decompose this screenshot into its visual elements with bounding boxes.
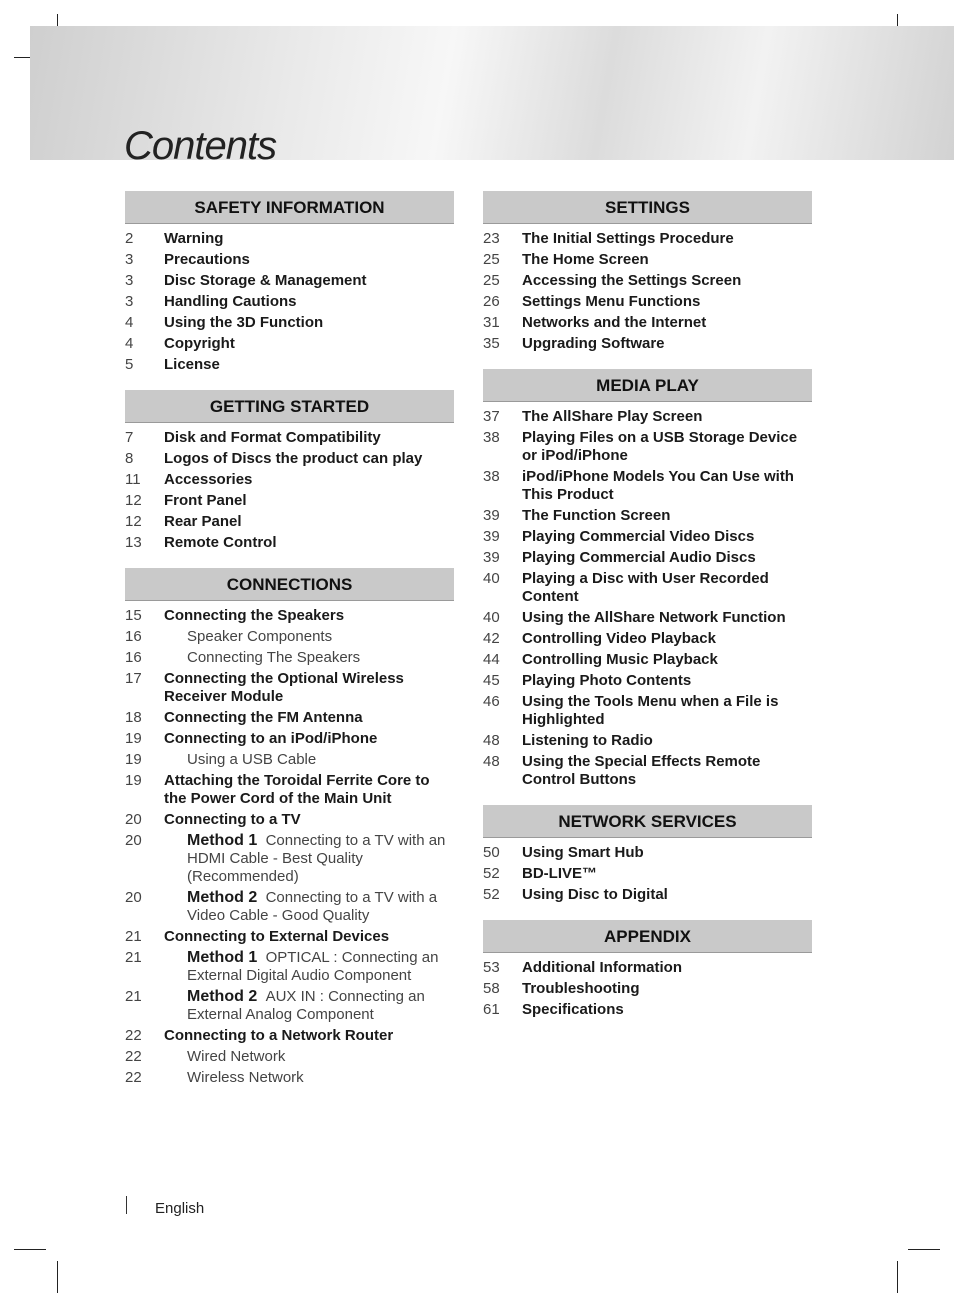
page-number: 39 — [483, 528, 500, 545]
page-number: 16 — [125, 628, 142, 645]
entry-label: Playing a Disc with User Recorded Content — [522, 570, 769, 605]
page-number: 20 — [125, 889, 142, 906]
toc-entry[interactable] — [125, 429, 454, 447]
toc-entry[interactable] — [125, 272, 454, 290]
crop-mark — [897, 1261, 898, 1293]
toc-entry[interactable] — [483, 1001, 812, 1019]
page-number: 44 — [483, 651, 500, 668]
entry-label: Connecting The Speakers — [187, 649, 361, 666]
section-appendix — [483, 920, 812, 1019]
toc-entry[interactable] — [125, 356, 454, 374]
section-media-play — [483, 369, 812, 789]
page-number: 38 — [483, 429, 500, 446]
entry-label: Connecting to a TV with an HDMI Cable - Best Quality (Recommended) — [187, 832, 446, 885]
section-header: SAFETY INFORMATION — [125, 191, 454, 224]
toc-subentry[interactable] — [125, 988, 454, 1024]
crop-mark — [14, 1249, 46, 1250]
toc-entry[interactable] — [483, 844, 812, 862]
page-number: 31 — [483, 314, 500, 331]
entry-label: Playing Commercial Video Discs — [522, 528, 755, 545]
page-number: 4 — [125, 335, 134, 352]
crop-mark — [57, 1261, 58, 1293]
page-number: 15 — [125, 607, 142, 624]
section-items — [125, 423, 454, 552]
entry-label: Precautions — [164, 251, 250, 268]
entry-label: Playing Commercial Audio Discs — [522, 549, 756, 566]
toc-entry[interactable] — [483, 314, 812, 332]
page-title: Contents — [124, 124, 277, 168]
entry-label: Networks and the Internet — [522, 314, 707, 331]
page-number: 26 — [483, 293, 500, 310]
section-header: NETWORK SERVICES — [483, 805, 812, 838]
entry-label: Using the Special Effects Remote Control Buttons — [522, 753, 761, 788]
section-header: MEDIA PLAY — [483, 369, 812, 402]
entry-label: Logos of Discs the product can play — [164, 450, 423, 467]
toc-entry[interactable] — [483, 251, 812, 269]
section-header: APPENDIX — [483, 920, 812, 953]
entry-label: Connecting the FM Antenna — [164, 709, 363, 726]
entry-label: Accessories — [164, 471, 253, 488]
toc-entry[interactable] — [483, 335, 812, 353]
page-number: 18 — [125, 709, 142, 726]
toc-subentry[interactable] — [125, 889, 454, 925]
entry-label: Using the AllShare Network Function — [522, 609, 786, 626]
page-number: 38 — [483, 468, 500, 485]
toc-entry[interactable] — [483, 753, 812, 789]
contents-column-right — [483, 191, 812, 1035]
toc-entry[interactable] — [483, 672, 812, 690]
entry-label: Copyright — [164, 335, 235, 352]
entry-label: Additional Information — [522, 959, 682, 976]
toc-entry[interactable] — [125, 670, 454, 706]
entry-label: Front Panel — [164, 492, 247, 509]
toc-entry[interactable] — [483, 693, 812, 729]
toc-entry[interactable] — [125, 251, 454, 269]
page-number: 2 — [125, 230, 134, 247]
toc-entry[interactable] — [483, 468, 812, 504]
page-number: 19 — [125, 751, 142, 768]
entry-label: Playing Files on a USB Storage Device or iPod/iPhone — [522, 429, 798, 464]
page-number: 42 — [483, 630, 500, 647]
entry-label: Disk and Format Compatibility — [164, 429, 381, 446]
toc-entry[interactable] — [125, 335, 454, 353]
page-number: 46 — [483, 693, 500, 710]
toc-entry[interactable] — [125, 450, 454, 468]
entry-label: Wired Network — [187, 1048, 286, 1065]
section-connections — [125, 568, 454, 1087]
page-number: 13 — [125, 534, 142, 551]
toc-entry[interactable] — [483, 609, 812, 627]
entry-label: License — [164, 356, 220, 373]
entry-label: Connecting the Optional Wireless Receiver Module — [164, 670, 404, 705]
page-number: 21 — [125, 928, 142, 945]
method-label: Method 1 — [187, 832, 258, 849]
toc-entry[interactable] — [483, 980, 812, 998]
page-number: 16 — [125, 649, 142, 666]
toc-entry[interactable] — [125, 730, 454, 748]
toc-entry[interactable] — [125, 709, 454, 727]
toc-entry[interactable] — [125, 534, 454, 552]
toc-entry[interactable] — [483, 429, 812, 465]
method-label: Method 2 — [187, 889, 258, 906]
page-number: 37 — [483, 408, 500, 425]
page-number: 12 — [125, 513, 142, 530]
page-number: 3 — [125, 293, 134, 310]
page-number: 4 — [125, 314, 134, 331]
toc-entry[interactable] — [125, 607, 454, 625]
entry-label: Attaching the Toroidal Ferrite Core to the Power Cord of the Main Unit — [164, 772, 430, 807]
section-items — [483, 838, 812, 904]
entry-label: Using Smart Hub — [522, 844, 644, 861]
toc-entry[interactable] — [483, 272, 812, 290]
page-number: 25 — [483, 251, 500, 268]
section-settings — [483, 191, 812, 353]
page-number: 8 — [125, 450, 134, 467]
toc-entry[interactable] — [483, 408, 812, 426]
page-number: 19 — [125, 730, 142, 747]
section-getting-started — [125, 390, 454, 552]
page-number: 17 — [125, 670, 142, 687]
toc-entry[interactable] — [483, 886, 812, 904]
toc-entry[interactable] — [125, 471, 454, 489]
page-number: 52 — [483, 865, 500, 882]
method-label: Method 2 — [187, 988, 258, 1005]
toc-entry[interactable] — [483, 570, 812, 606]
entry-label: The Initial Settings Procedure — [522, 230, 734, 247]
toc-entry[interactable] — [125, 772, 454, 808]
toc-entry[interactable] — [483, 528, 812, 546]
toc-subentry[interactable] — [125, 1048, 454, 1066]
section-items — [125, 224, 454, 374]
footer-language: English — [155, 1200, 205, 1217]
toc-entry[interactable] — [483, 959, 812, 977]
toc-entry[interactable] — [483, 549, 812, 567]
entry-label: Speaker Components — [187, 628, 333, 645]
toc-subentry[interactable] — [125, 832, 454, 886]
entry-label: Wireless Network — [187, 1069, 304, 1086]
page-number: 53 — [483, 959, 500, 976]
page-number: 39 — [483, 549, 500, 566]
entry-label: Using Disc to Digital — [522, 886, 668, 903]
crop-mark — [908, 1249, 940, 1250]
entry-label: Connecting to a TV — [164, 811, 301, 828]
contents-column-left — [125, 191, 454, 1103]
entry-label: Handling Cautions — [164, 293, 297, 310]
entry-label: Troubleshooting — [522, 980, 640, 997]
toc-subentry[interactable] — [125, 949, 454, 985]
page-number: 39 — [483, 507, 500, 524]
page-number: 58 — [483, 980, 500, 997]
entry-label: Connecting to a Network Router — [164, 1027, 394, 1044]
toc-entry[interactable] — [483, 230, 812, 248]
entry-label: OPTICAL : Connecting an External Digital Audio Component — [187, 949, 439, 984]
entry-label: The Home Screen — [522, 251, 649, 268]
page-number: 21 — [125, 988, 142, 1005]
entry-label: iPod/iPhone Models You Can Use with This Product — [522, 468, 794, 503]
page-number: 48 — [483, 753, 500, 770]
entry-label: Using a USB Cable — [187, 751, 317, 768]
section-header: GETTING STARTED — [125, 390, 454, 423]
toc-entry[interactable] — [125, 513, 454, 531]
entry-label: Using the 3D Function — [164, 314, 324, 331]
page-number: 20 — [125, 811, 142, 828]
page-number: 45 — [483, 672, 500, 689]
page-number: 48 — [483, 732, 500, 749]
page-number: 23 — [483, 230, 500, 247]
footer-divider — [126, 1196, 127, 1214]
toc-entry[interactable] — [483, 630, 812, 648]
toc-entry[interactable] — [483, 293, 812, 311]
entry-label: The Function Screen — [522, 507, 671, 524]
toc-subentry[interactable] — [125, 649, 454, 667]
page-number: 25 — [483, 272, 500, 289]
entry-label: BD-LIVE™ — [522, 865, 597, 882]
section-items — [483, 953, 812, 1019]
section-header: CONNECTIONS — [125, 568, 454, 601]
toc-entry[interactable] — [483, 732, 812, 750]
toc-entry[interactable] — [125, 928, 454, 946]
entry-label: Warning — [164, 230, 224, 247]
page-number: 12 — [125, 492, 142, 509]
entry-label: Connecting to an iPod/iPhone — [164, 730, 378, 747]
entry-label: Remote Control — [164, 534, 277, 551]
page-number: 40 — [483, 570, 500, 587]
page-number: 5 — [125, 356, 134, 373]
section-items — [125, 601, 454, 1087]
entry-label: AUX IN : Connecting an External Analog Component — [187, 988, 425, 1023]
toc-entry[interactable] — [483, 651, 812, 669]
page-number: 22 — [125, 1048, 142, 1065]
toc-subentry[interactable] — [125, 628, 454, 646]
page-number: 3 — [125, 272, 134, 289]
entry-label: Settings Menu Functions — [522, 293, 701, 310]
page-number: 21 — [125, 949, 142, 966]
toc-entry[interactable] — [125, 293, 454, 311]
entry-label: Connecting the Speakers — [164, 607, 345, 624]
section-header: SETTINGS — [483, 191, 812, 224]
toc-subentry[interactable] — [125, 751, 454, 769]
entry-label: Controlling Video Playback — [522, 630, 716, 647]
page-number: 22 — [125, 1069, 142, 1086]
entry-label: Disc Storage & Management — [164, 272, 367, 289]
method-label: Method 1 — [187, 949, 258, 966]
page-number: 50 — [483, 844, 500, 861]
entry-label: Listening to Radio — [522, 732, 653, 749]
entry-label: Playing Photo Contents — [522, 672, 692, 689]
toc-entry[interactable] — [125, 811, 454, 829]
entry-label: Controlling Music Playback — [522, 651, 718, 668]
toc-entry[interactable] — [125, 492, 454, 510]
toc-subentry[interactable] — [125, 1069, 454, 1087]
section-safety-information — [125, 191, 454, 374]
toc-entry[interactable] — [125, 230, 454, 248]
toc-entry[interactable] — [483, 865, 812, 883]
page-number: 20 — [125, 832, 142, 849]
page-number: 19 — [125, 772, 142, 789]
page-number: 22 — [125, 1027, 142, 1044]
page-number: 35 — [483, 335, 500, 352]
section-network-services — [483, 805, 812, 904]
page-number: 11 — [125, 471, 141, 488]
entry-label: Using the Tools Menu when a File is Highlighted — [522, 693, 779, 728]
entry-label: Upgrading Software — [522, 335, 665, 352]
entry-label: Connecting to a TV with a Video Cable - Good Quality — [187, 889, 438, 924]
toc-entry[interactable] — [125, 1027, 454, 1045]
entry-label: Rear Panel — [164, 513, 242, 530]
section-items — [483, 402, 812, 789]
entry-label: Specifications — [522, 1001, 624, 1018]
page-number: 61 — [483, 1001, 500, 1018]
page-number: 7 — [125, 429, 134, 446]
page-number: 52 — [483, 886, 500, 903]
entry-label: The AllShare Play Screen — [522, 408, 703, 425]
page-number: 40 — [483, 609, 500, 626]
toc-entry[interactable] — [483, 507, 812, 525]
entry-label: Accessing the Settings Screen — [522, 272, 742, 289]
toc-entry[interactable] — [125, 314, 454, 332]
page-number: 3 — [125, 251, 134, 268]
section-items — [483, 224, 812, 353]
entry-label: Connecting to External Devices — [164, 928, 390, 945]
